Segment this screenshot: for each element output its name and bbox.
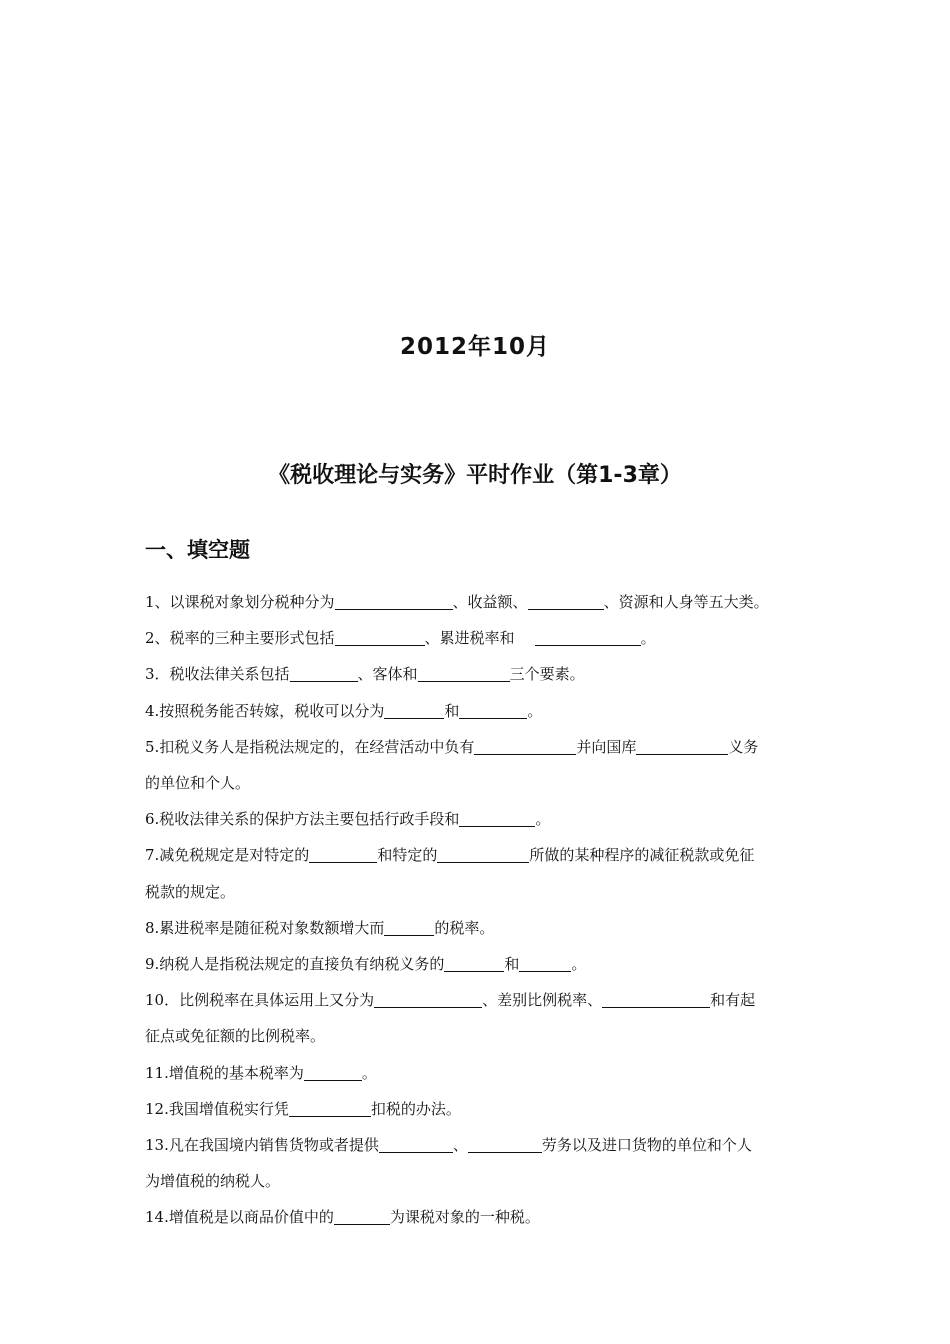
- answer-blank: [335, 594, 453, 610]
- question-9: 9.纳税人是指税法规定的直接负有纳税义务的 和 。: [145, 955, 587, 974]
- answer-blank: [384, 703, 444, 719]
- answer-blank: [519, 956, 571, 972]
- answer-blank: [418, 666, 510, 682]
- question-5: 5.扣税义务人是指税法规定的，在经营活动中负有 并向国库 义务 的单位和个人。: [145, 737, 759, 793]
- answer-blank: [528, 594, 604, 610]
- question-6: 6.税收法律关系的保护方法主要包括行政手段和 。: [145, 810, 551, 829]
- question-13: 13.凡在我国境内销售货物或者提供 、 劳务以及进口货物的单位和个人 为增值税的纳税人。: [145, 1136, 752, 1191]
- answer-blank: [459, 703, 527, 719]
- section-heading: 一、填空题: [145, 538, 250, 562]
- answer-blank: [535, 630, 641, 646]
- question-11: 11.增值税的基本税率为 。: [145, 1063, 377, 1082]
- answer-blank: [335, 630, 425, 646]
- question-4: 4.按照税务能否转嫁，税收可以分为 和 。: [145, 701, 543, 720]
- answer-blank: [334, 1209, 390, 1225]
- answer-blank: [602, 992, 710, 1008]
- answer-blank: [309, 847, 377, 863]
- question-12: 12.我国增值税实行凭 扣税的办法。: [145, 1099, 461, 1118]
- question-7: 7.减免税规定是对特定的 和特定的 所做的某种程序的减征税款或免征 税款的规定。: [145, 846, 755, 901]
- assignment-title: 《税收理论与实务》平时作业（第1-3章）: [268, 463, 682, 488]
- answer-blank: [636, 739, 728, 755]
- answer-blank: [379, 1137, 453, 1153]
- answer-blank: [437, 847, 529, 863]
- question-2: 2、税率的三种主要形式包括 、累进税率和 。: [145, 629, 656, 648]
- question-8: 8.累进税率是随征税对象数额增大而 的税率。: [145, 918, 495, 937]
- document-date: 2012年10月: [399, 334, 551, 360]
- answer-blank: [304, 1065, 362, 1081]
- answer-blank: [459, 811, 535, 827]
- answer-blank: [374, 992, 482, 1008]
- answer-blank: [468, 1137, 542, 1153]
- answer-blank: [474, 739, 576, 755]
- answer-blank: [444, 956, 504, 972]
- question-1: 1、以课税对象划分税种分为 、收益额、 、资源和人身等五大类。: [145, 593, 769, 611]
- question-14: 14.增值税是以商品价值中的 为课税对象的一种税。: [145, 1208, 540, 1227]
- answer-blank: [290, 666, 358, 682]
- answer-blank: [384, 920, 434, 936]
- question-3: 3．税收法律关系包括 、客体和 三个要素。: [145, 665, 585, 684]
- question-list: [145, 584, 815, 1236]
- question-10: 10．比例税率在具体运用上又分为 、差别比例税率、 和有起 征点或免征额的比例税率。: [145, 991, 756, 1046]
- answer-blank: [289, 1101, 371, 1117]
